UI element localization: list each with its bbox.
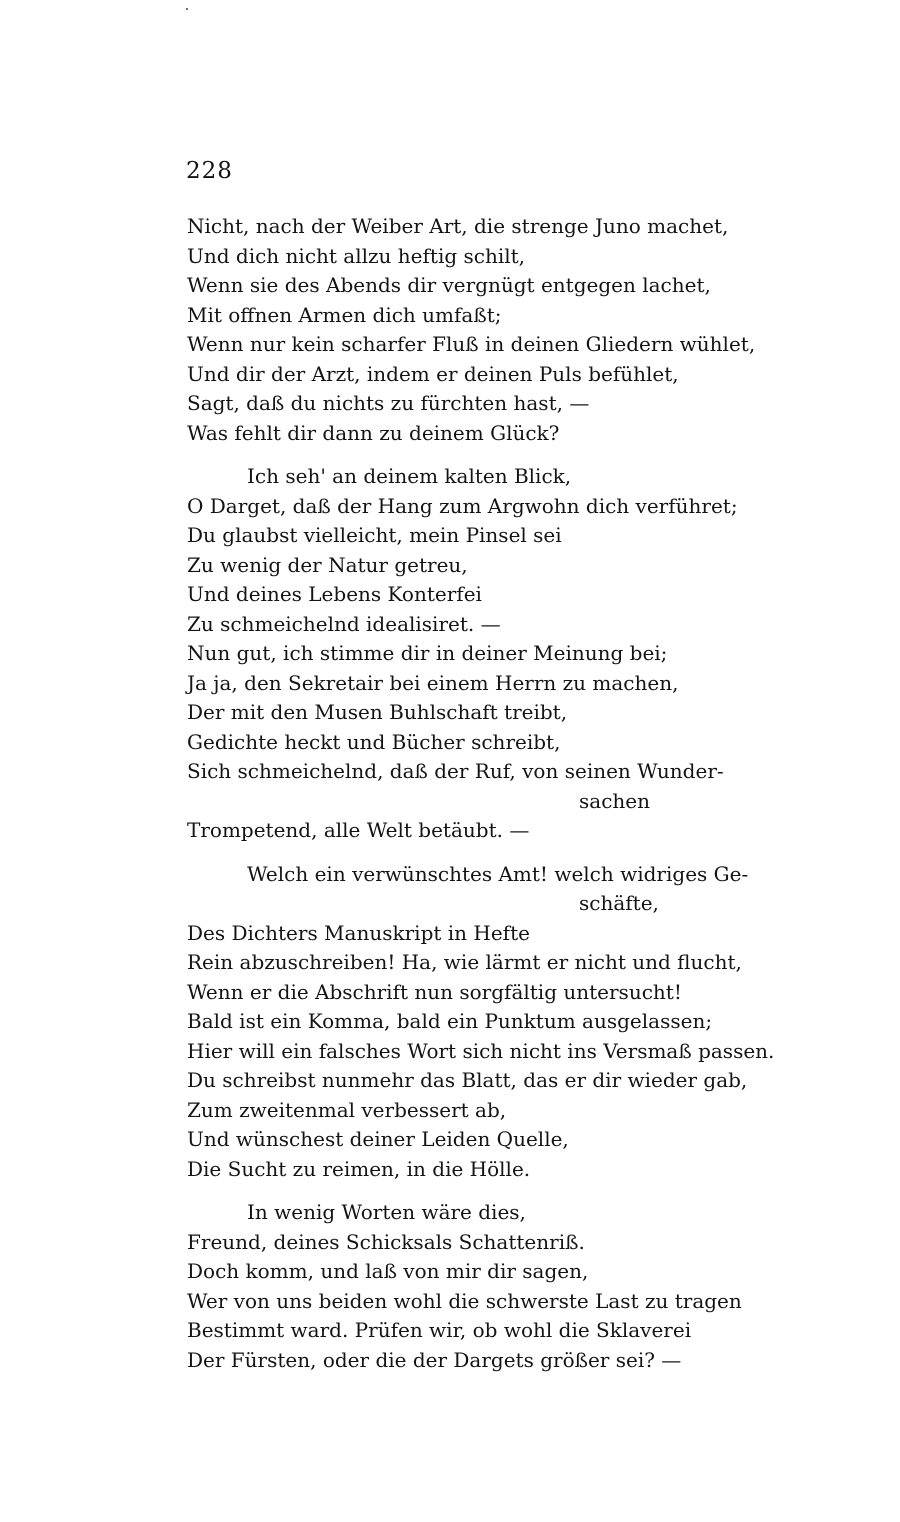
poem-line: Was fehlt dir dann zu deinem Glück? [187, 420, 560, 445]
stanza-gap [187, 1184, 847, 1198]
poem-line: Du schreibst nunmehr das Blatt, das er dir wieder gab, [187, 1068, 748, 1092]
stanza [187, 1198, 847, 1375]
poem-line: O Darget, daß der Hang zum Argwohn dich verführet; [187, 493, 738, 518]
poem-line: Sagt, daß du nichts zu fürchten hast, — [187, 391, 590, 415]
poem-line: Freund, deines Schicksals Schattenriß. [187, 1229, 585, 1254]
poem-line: Bald ist ein Komma, bald ein Punktum ausgelassen; [187, 1009, 713, 1033]
poem-line: Nicht, nach der Weiber Art, die strenge Juno machet, [187, 214, 729, 238]
poem-line: Sich schmeichelnd, daß der Ruf, von seinen Wunder- [187, 759, 724, 783]
poem-line: Du glaubst vielleicht, mein Pinsel sei [187, 523, 562, 547]
poem-line: Welch ein verwünschtes Amt! welch widriges Ge- [247, 861, 749, 886]
poem-line: Wenn er die Abschrift nun sorgfältig untersucht! [187, 979, 682, 1004]
poem-line: Und dich nicht allzu heftig schilt, [187, 243, 526, 268]
poem-line: Bestimmt ward. Prüfen wir, ob wohl die Sklaverei [187, 1318, 692, 1342]
poem-line: Wenn sie des Abends dir vergnügt entgegen lachet, [187, 273, 711, 297]
poem-line: Trompetend, alle Welt betäubt. — [187, 818, 530, 842]
poem-line: Die Sucht zu reimen, in die Hölle. [187, 1156, 531, 1181]
poem-line: Mit offnen Armen dich umfaßt; [187, 302, 502, 327]
poem-line: Ja ja, den Sekretair bei einem Herrn zu machen, [187, 670, 679, 695]
poem-line: Ich seh' an deinem kalten Blick, [247, 464, 572, 488]
page-number: 228 [186, 158, 233, 184]
poem-line: Nun gut, ich stimme dir in deiner Meinung bei; [187, 641, 668, 665]
poem-line: Zu schmeichelnd idealisiret. — [187, 611, 501, 636]
poem-line: Und deines Lebens Konterfei [187, 582, 482, 606]
stanza-gap [187, 846, 847, 860]
poem-line: Der Fürsten, oder die der Dargets größer sei? — [187, 1347, 682, 1372]
poem-line: Und wünschest deiner Leiden Quelle, [187, 1127, 569, 1151]
poem-line: Gedichte heckt und Bücher schreibt, [187, 729, 561, 754]
print-speck [186, 8, 188, 10]
poem-line: Zum zweitenmal verbessert ab, [187, 1097, 507, 1122]
poem-line: Rein abzuschreiben! Ha, wie lärmt er nicht und flucht, [187, 950, 742, 974]
stanza [187, 462, 847, 846]
poem-text [187, 212, 847, 1375]
poem-line: Der mit den Musen Buhlschaft treibt, [187, 700, 568, 724]
poem-line: Hier will ein falsches Wort sich nicht ins Versmaß passen. [187, 1038, 775, 1063]
poem-line: Wer von uns beiden wohl die schwerste Last zu tragen [187, 1288, 742, 1313]
poem-line: schäfte, [579, 891, 659, 915]
poem-line: Wenn nur kein scharfer Fluß in deinen Gliedern wühlet, [187, 332, 756, 356]
stanza [187, 860, 847, 1185]
stanza-gap [187, 448, 847, 462]
poem-line: sachen [579, 788, 650, 813]
poem-line: In wenig Worten wäre dies, [247, 1200, 526, 1224]
poem-line: Und dir der Arzt, indem er deinen Puls befühlet, [187, 361, 679, 386]
poem-line: Doch komm, und laß von mir dir sagen, [187, 1259, 589, 1283]
poem-line: Zu wenig der Natur getreu, [187, 552, 468, 577]
stanza [187, 212, 847, 448]
poem-line: Des Dichters Manuskript in Hefte [187, 920, 530, 945]
